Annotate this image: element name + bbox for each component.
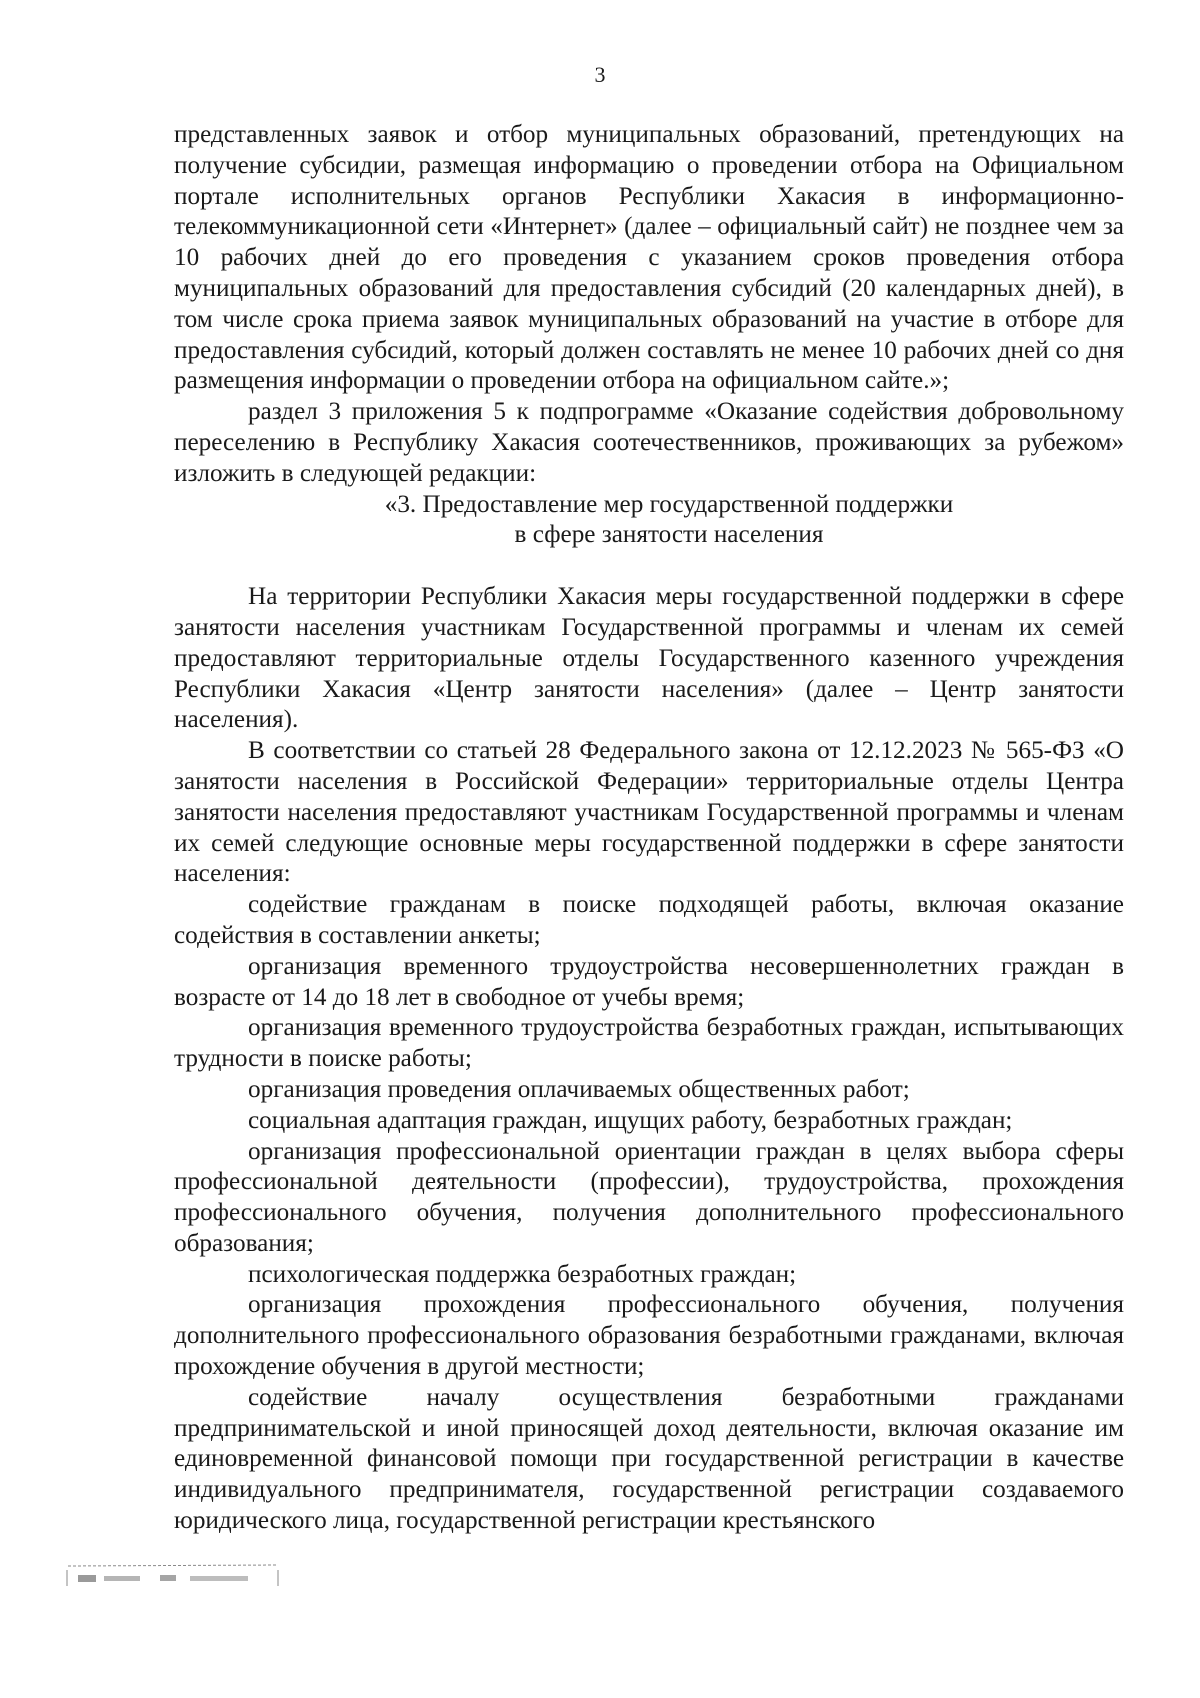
page-number: 3 — [594, 62, 606, 87]
list-item: психологическая поддержка безработных граждан; — [248, 1260, 797, 1288]
list-item: организация временного трудоустройства несовершеннолетних граждан в возрасте от 14 до 18 лет в свободное от учебы время; — [174, 952, 1124, 1011]
list-item: организация проведения оплачиваемых общественных работ; — [248, 1075, 910, 1103]
document-stamp-mark — [64, 1562, 282, 1590]
section-gap — [174, 551, 1124, 582]
paragraph-law-reference: В соответствии со статьей 28 Федерального закона от 12.12.2023 № 565-ФЗ «О занятости населения в Российской Федерации» территориальные отделы Центра занятости населения предоставляют участникам Государственной программы и членам их семей следующие основные меры государственной поддержки в сфере занятости населения: — [174, 737, 1124, 888]
paragraph-continuation: представленных заявок и отбор муниципальных образований, претендующих на получение субсидии, размещая информацию о проведении отбора на Официальном портале исполнительных органов Республики Хакасия в информационно-телекоммуникационной сети «Интернет» (далее – официальный сайт) не позднее чем за 10 рабочих дней до его проведения с указанием сроков проведения отбора муниципальных образований для предоставления субсидий (20 календарных дней), в том числе срока приема заявок муниципальных образований на участие в отборе для предоставления субсидий, который должен составлять не менее 10 рабочих дней со дня размещения информации о проведении отбора на официальном сайте.»; — [174, 121, 1124, 395]
section-heading-line-1: «3. Предоставление мер государственной поддержки — [384, 490, 954, 518]
document-body — [174, 120, 1124, 1537]
list-item: содействие гражданам в поиске подходящей работы, включая оказание содействия в составлении анкеты; — [174, 891, 1124, 949]
list-item: организация профессиональной ориентации граждан в целях выбора сферы профессиональной деятельности (профессии), трудоустройства, прохождения профессионального обучения, получения дополнительного профессионального образования; — [174, 1137, 1124, 1257]
list-item: организация прохождения профессионального обучения, получения дополнительного профессионального образования безработными гражданами, включая прохождение обучения в другой местности; — [174, 1291, 1124, 1381]
section-heading-line-2: в сфере занятости населения — [514, 521, 824, 549]
list-item: социальная адаптация граждан, ищущих работу, безработных граждан; — [248, 1106, 1013, 1134]
paragraph-territory: На территории Республики Хакасия меры государственной поддержки в сфере занятости населения участникам Государственной программы и членам их семей предоставляют территориальные отделы Государственного казенного учреждения Республики Хакасия «Центр занятости населения» (далее – Центр занятости населения). — [174, 583, 1124, 734]
paragraph-amendment: раздел 3 приложения 5 к подпрограмме «Оказание содействия добровольному переселению в Республику Хакасия соотечественников, проживающих за рубежом» изложить в следующей редакции: — [174, 398, 1124, 487]
list-item: содействие началу осуществления безработными гражданами предпринимательской и иной приносящей доход деятельности, включая оказание им единовременной финансовой помощи при государственной регистрации в качестве индивидуального предпринимателя, государственной регистрации создаваемого юридического лица, государственной регистрации крестьянского — [174, 1383, 1124, 1535]
list-item: организация временного трудоустройства безработных граждан, испытывающих трудности в поиске работы; — [174, 1014, 1124, 1073]
